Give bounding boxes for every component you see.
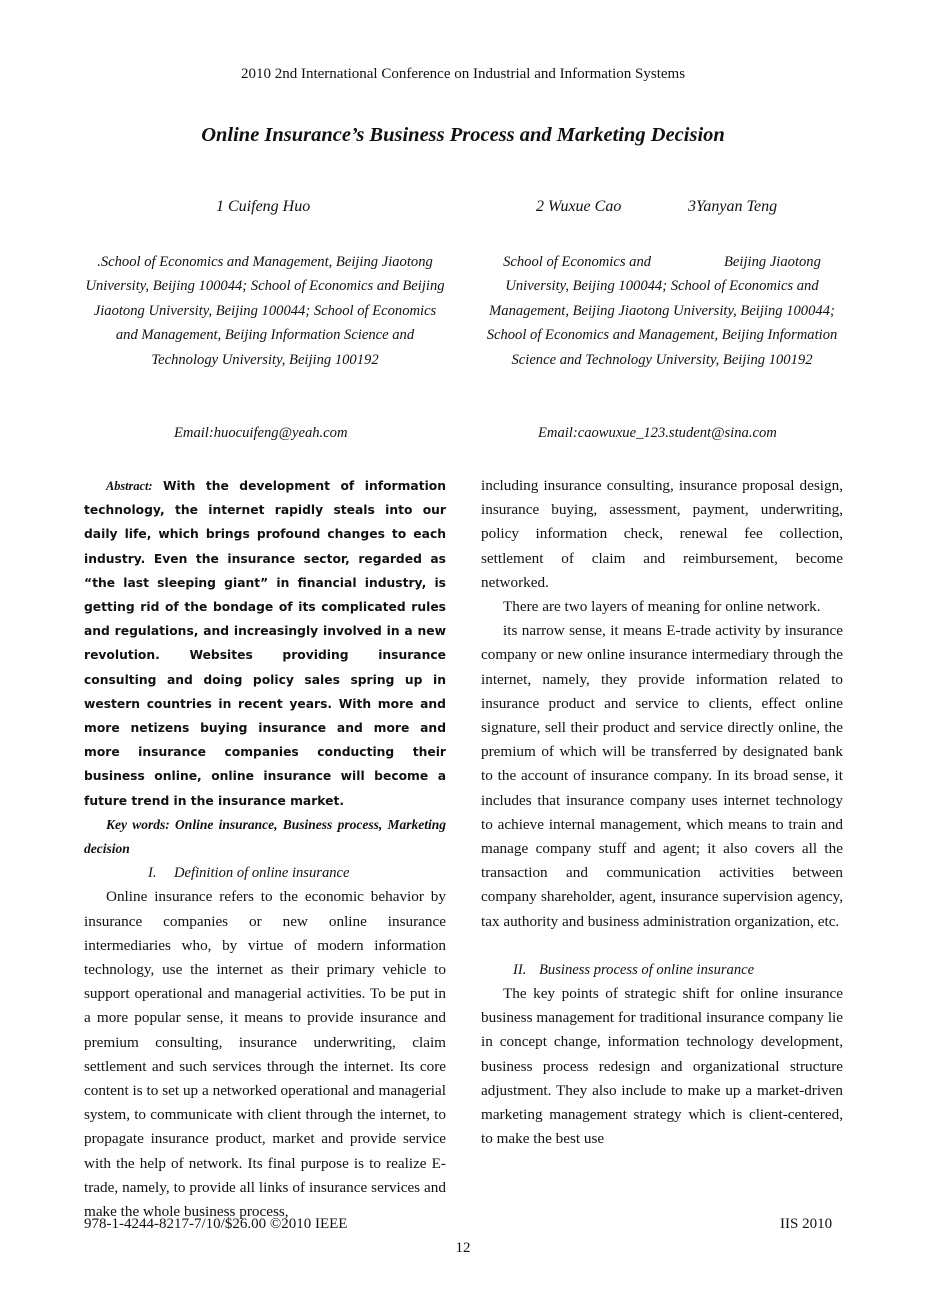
paper-title: Online Insurance’s Business Process and Marketing Decision bbox=[201, 124, 725, 146]
section-1-number: I. bbox=[148, 865, 157, 882]
email-left: Email:huocuifeng@yeah.com bbox=[174, 425, 348, 441]
section-1-paragraph-3: its narrow sense, it means E-trade activity by insurance company or new online insurance intermediary through the internet, namely, they provide information related to insurance product and service to clients, effect online signature, sell their product and service directly online, the premium of which will be transferred by designated bank to the account of insurance company. In its broad sense, it includes that insurance company uses internet technology to achieve internal management, which means to train and manage company stuff and agent; it also covers all the transaction and communication activities between company shareholder, agent, insurance supervision agency, tax authority and business administration organization, etc. bbox=[481, 622, 843, 930]
abstract-text: With the development of information technology, the internet rapidly steals into our daily life, which brings profound changes to each industry. Even the insurance sector, regarded as “the last sleeping giant” in financial industry, is getting rid of the bondage of its complicated rules and regulations, and increasingly involved in a new revolution. Websites providing insurance consulting and doing policy sales spring up in western countries in recent years. With more and more netizens buying insurance and more and more insurance companies conducting their business online, online insurance will become a future trend in the insurance market. bbox=[84, 479, 446, 808]
conference-header: 2010 2nd International Conference on Industrial and Information Systems bbox=[240, 66, 686, 82]
section-1-paragraph-1: Online insurance refers to the economic behavior by insurance companies or new online insurance intermediaries who, by virtue of modern information technology, use the internet as their primary vehicle to support operational and managerial activities. To be put in a more popular sense, it means to provide insurance and premium consulting, insurance underwriting, claim settlement and such services through the internet. Its core content is to set up a networked operational and managerial system, to communicate with client through the internet, to propagate insurance product, market and provide service with the help of network. Its final purpose is to realize E-trade, namely, to provide all links of insurance services and make the whole business process, bbox=[84, 888, 446, 1221]
author-1: 1 Cuifeng Huo bbox=[216, 198, 311, 215]
section-1-paragraph-2: There are two layers of meaning for online network. bbox=[503, 598, 821, 616]
section-1-paragraph-1-continued: including insurance consulting, insurance proposal design, insurance buying, assessment, payment, underwriting, policy information check, renewal fee collection, settlement of claim and reimbursement, become networked. bbox=[481, 477, 843, 591]
footer-conference: IIS 2010 bbox=[780, 1216, 833, 1232]
abstract-label: Abstract: bbox=[106, 479, 153, 493]
section-2-paragraph-1: The key points of strategic shift for online insurance business management for traditional insurance company lie in concept change, information technology development, business process redesign and organizational structure adjustment. They also include to make up a market-driven marketing management strategy which is client-centered, to make the best use bbox=[481, 985, 843, 1148]
affiliation-right: School of Economics and Beijing Jiaotong University, Beijing 100044; School of Economics and Management, Beijing Jiaotong University, Beijing 100044; School of Economics and Management, Beijing Information Science and Technology University, Beijing 100192 bbox=[486, 254, 841, 368]
affiliation-left: .School of Economics and Management, Beijing Jiaotong University, Beijing 100044; School of Economics and Beijing Jiaotong University, Beijing 100044; School of Economics and Management, Beijing Information Science and Technology University, Beijing 100192 bbox=[85, 254, 445, 368]
section-1-title: Definition of online insurance bbox=[174, 865, 350, 882]
section-2-heading bbox=[481, 958, 843, 982]
section-2-number: II. bbox=[513, 961, 527, 978]
right-column bbox=[481, 474, 843, 1151]
author-2: 2 Wuxue Cao bbox=[536, 198, 622, 215]
page-number: 12 bbox=[455, 1240, 471, 1256]
author-3: 3Yanyan Teng bbox=[688, 198, 778, 215]
abstract bbox=[84, 474, 446, 813]
section-1-heading bbox=[84, 861, 446, 885]
keywords: Key words: Online insurance, Business process, Marketing decision bbox=[84, 816, 446, 857]
footer-copyright: 978-1-4244-8217-7/10/$26.00 ©2010 IEEE bbox=[84, 1216, 348, 1232]
left-column bbox=[84, 474, 446, 1224]
email-right: Email:caowuxue_123.student@sina.com bbox=[538, 425, 777, 441]
section-2-title: Business process of online insurance bbox=[539, 961, 755, 978]
